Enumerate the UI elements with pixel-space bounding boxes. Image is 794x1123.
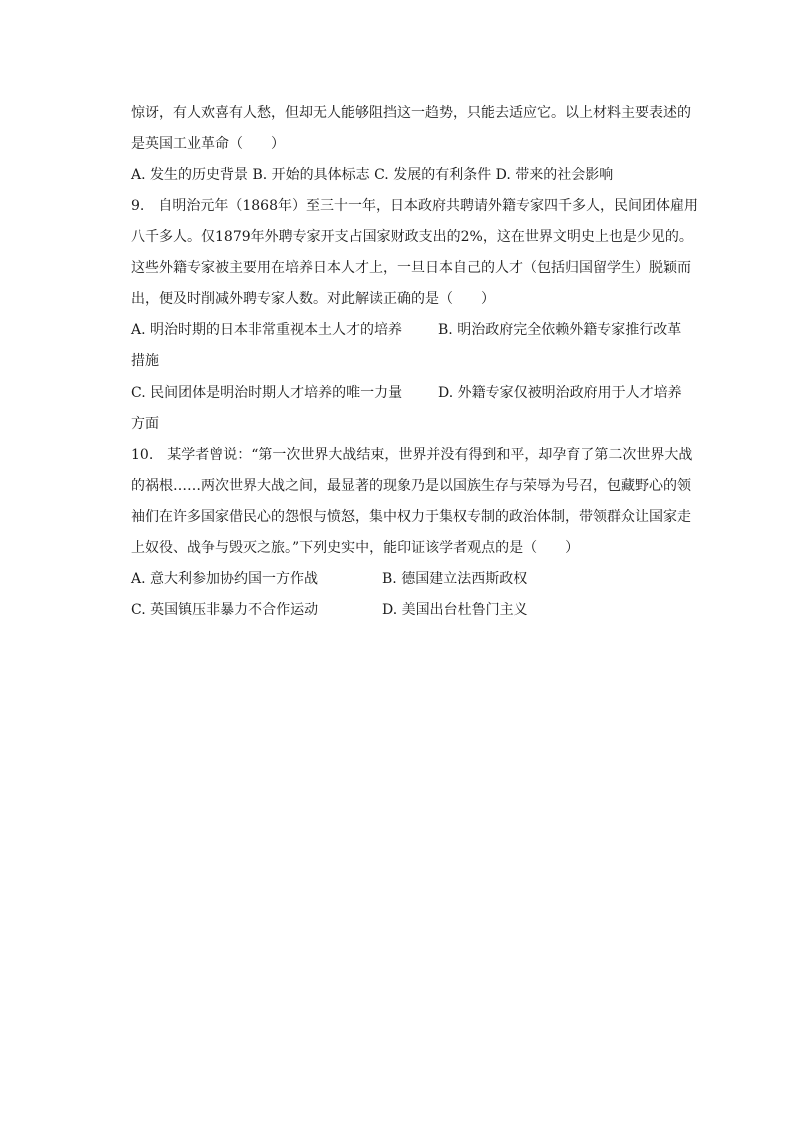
q10-stem-line-4: 上奴役、战争与毁灭之旅。”下列史实中，能印证该学者观点的是（ ） (131, 540, 580, 556)
intro-text-line-1: 惊讶，有人欢喜有人愁，但却无人能够阻挡这一趋势，只能去适应它。以上材料主要表述的 (131, 105, 691, 121)
q10-option-b: B. 德国建立法西斯政权 (382, 571, 528, 587)
q10-stem-line-3: 袖们在许多国家借民心的怨恨与愤怒，集中权力于集权专制的政治体制，带领群众让国家走 (131, 509, 691, 525)
q9-stem-line-2: 八千多人。仅1879年外聘专家开支占国家财政支出的2%，这在世界文明史上也是少见的。 (131, 229, 693, 245)
q10-option-a: A. 意大利参加协约国一方作战 (131, 571, 319, 587)
q9-option-c: C. 民间团体是明治时期人才培养的唯一力量 (131, 385, 403, 401)
q9-option-d: D. 外籍专家仅被明治政府用于人才培养 (438, 385, 682, 401)
q9-option-a: A. 明治时期的日本非常重视本土人才的培养 (131, 322, 403, 338)
q9-stem-line-4: 出，便及时削减外聘专家人数。对此解读正确的是（ ） (131, 291, 495, 307)
q9-option-b: B. 明治政府完全依赖外籍专家推行改革 (438, 322, 682, 338)
q9-stem-line-3: 这些外籍专家被主要用在培养日本人才上，一旦日本自己的人才（包括归国留学生）脱颖而 (131, 260, 691, 276)
q10-stem-line-2: 的祸根……两次世界大战之间，最显著的现象乃是以国族生存与荣辱为号召，包藏野心的领 (131, 478, 691, 494)
q10-stem-line-1: 10. 某学者曾说：“第一次世界大战结束，世界并没有得到和平，却孕育了第二次世界大战 (131, 447, 693, 463)
q10-option-c: C. 英国镇压非暴力不合作运动 (131, 602, 319, 618)
q9-stem-line-1: 9. 自明治元年（1868年）至三十一年，日本政府共聘请外籍专家四千多人，民间团体雇用 (131, 198, 698, 214)
q8-options: A. 发生的历史背景 B. 开始的具体标志 C. 发展的有利条件 D. 带来的社会影响 (131, 167, 614, 183)
q10-option-d: D. 美国出台杜鲁门主义 (382, 602, 528, 618)
q9-option-d-continued: 方面 (131, 416, 159, 432)
intro-text-line-2: 是英国工业革命（ ） (131, 136, 285, 152)
q9-option-b-continued: 措施 (131, 353, 159, 369)
